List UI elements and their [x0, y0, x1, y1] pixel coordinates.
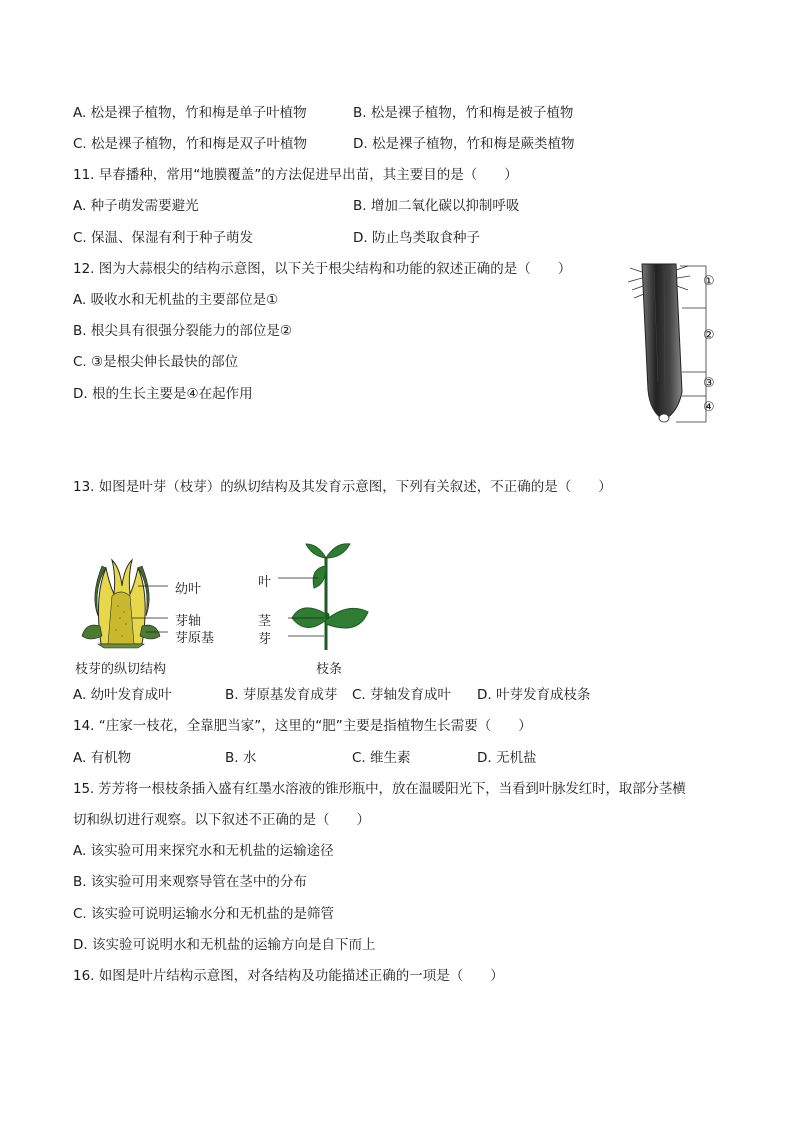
q13-stem: 13. 如图是叶芽（枝芽）的纵切结构及其发育示意图，下列有关叙述，不正确的是（ ） [73, 479, 612, 495]
q11-option-c: C. 保温、保湿有利于种子萌发 [73, 230, 254, 246]
q13-option-d: D. 叶芽发育成枝条 [477, 687, 591, 703]
q15-stem-line2: 切和纵切进行观察。以下叙述不正确的是（ ） [73, 812, 370, 828]
q15-option-c: C. 该实验可说明运输水分和无机盐的是筛管 [73, 906, 335, 922]
bud-section-figure [76, 556, 166, 648]
root-label-2: ② [703, 328, 715, 343]
q13-option-a: A. 幼叶发育成叶 [73, 687, 172, 703]
bud-caption: 枝芽的纵切结构 [75, 662, 167, 677]
q12-option-a: A. 吸收水和无机盐的主要部位是① [73, 292, 279, 308]
q12-option-d: D. 根的生长主要是④在起作用 [73, 386, 253, 402]
q14-option-b: B. 水 [225, 750, 257, 766]
branch-label-stem: 茎 [258, 614, 272, 629]
q11-stem: 11. 早春播种，常用“地膜覆盖”的方法促进早出苗，其主要目的是（ ） [73, 167, 518, 183]
q10-option-c: C. 松是裸子植物，竹和梅是双子叶植物 [73, 136, 308, 152]
q15-stem-line1: 15. 芳芳将一根枝条插入盛有红墨水溶液的锥形瓶中，放在温暖阳光下，当看到叶脉发红时，取部分茎横 [73, 781, 686, 797]
bud-label-young-leaf: 幼叶 [175, 582, 202, 597]
q12-option-c: C. ③是根尖伸长最快的部位 [73, 354, 239, 370]
bud-label-bud-axis: 芽轴 [175, 614, 202, 629]
q14-option-a: A. 有机物 [73, 750, 132, 766]
bud-label-bud-primordium: 芽原基 [175, 631, 215, 646]
q10-option-a: A. 松是裸子植物，竹和梅是单子叶植物 [73, 105, 307, 121]
root-label-3: ③ [703, 376, 715, 391]
q14-option-d: D. 无机盐 [477, 750, 537, 766]
q11-option-b: B. 增加二氧化碳以抑制呼吸 [353, 198, 520, 214]
q10-option-b: B. 松是裸子植物，竹和梅是被子植物 [353, 105, 574, 121]
branch-label-bud: 芽 [258, 632, 272, 647]
q12-option-b: B. 根尖具有很强分裂能力的部位是② [73, 323, 292, 339]
q15-option-b: B. 该实验可用来观察导管在茎中的分布 [73, 874, 307, 890]
branch-figure [258, 538, 378, 650]
q15-option-d: D. 该实验可说明水和无机盐的运输方向是自下而上 [73, 937, 376, 953]
q11-option-d: D. 防止鸟类取食种子 [353, 230, 480, 246]
q11-option-a: A. 种子萌发需要避光 [73, 198, 199, 214]
q14-option-c: C. 维生素 [352, 750, 411, 766]
q14-stem: 14. “庄家一枝花，全靠肥当家”，这里的“肥”主要是指植物生长需要（ ） [73, 718, 532, 734]
root-label-1: ① [703, 274, 715, 289]
q12-stem: 12. 图为大蒜根尖的结构示意图，以下关于根尖结构和功能的叙述正确的是（ ） [73, 261, 572, 277]
q10-option-d: D. 松是裸子植物，竹和梅是蕨类植物 [353, 136, 575, 152]
q13-option-c: C. 芽轴发育成叶 [352, 687, 452, 703]
branch-caption: 枝条 [316, 662, 343, 677]
q15-option-a: A. 该实验可用来探究水和无机盐的运输途径 [73, 843, 334, 859]
q16-stem: 16. 如图是叶片结构示意图，对各结构及功能描述正确的一项是（ ） [73, 968, 504, 984]
q13-option-b: B. 芽原基发育成芽 [225, 687, 338, 703]
root-label-4: ④ [703, 400, 715, 415]
branch-label-leaf: 叶 [258, 575, 272, 590]
